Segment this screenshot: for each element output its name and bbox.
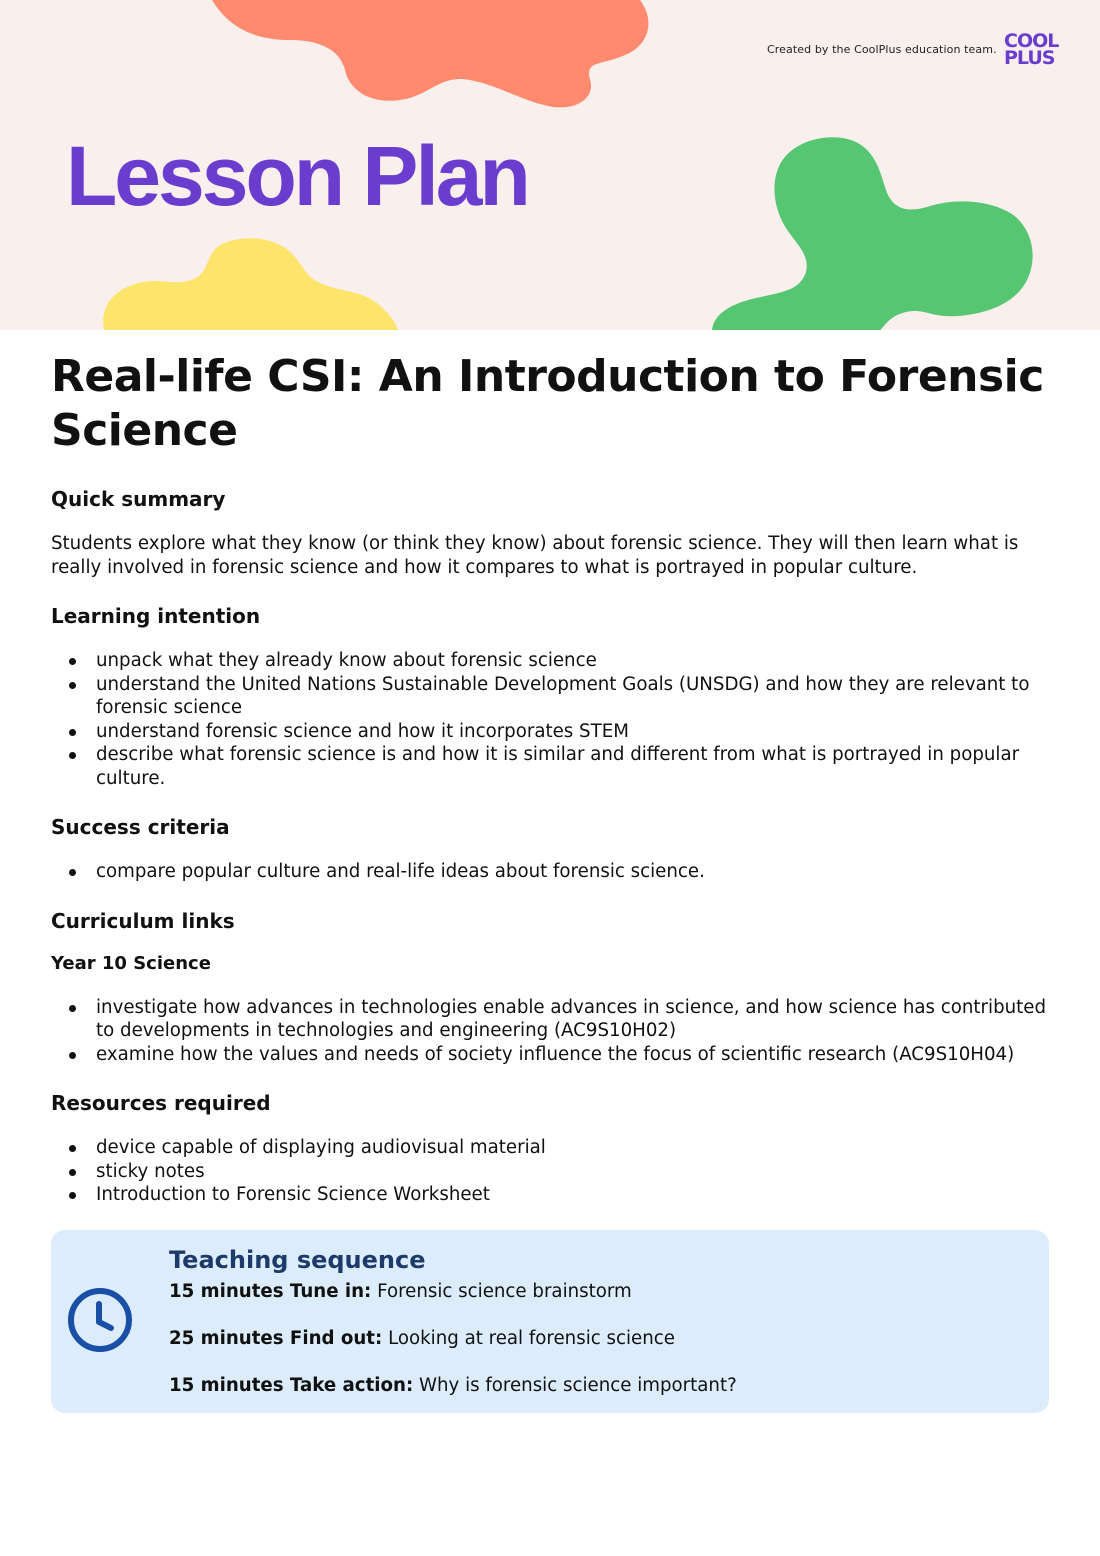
- step-text: Forensic science brainstorm: [377, 1281, 632, 1302]
- coral-blob: [212, 0, 648, 107]
- curriculum-links-heading: Curriculum links: [51, 908, 235, 933]
- list-item: Introduction to Forensic Science Worksheet: [51, 1183, 1051, 1207]
- learning-intention-heading: Learning intention: [51, 604, 261, 628]
- header-banner: [0, 0, 1100, 330]
- step-text: Looking at real forensic science: [388, 1328, 675, 1349]
- list-item: compare popular culture and real-life ideas about forensic science.: [51, 860, 1051, 884]
- list-item: sticky notes: [51, 1160, 1051, 1184]
- page-title: Real-life CSI: An Introduction to Forensic Science: [51, 351, 1044, 456]
- credit-text: Created by the CoolPlus education team.: [767, 43, 997, 56]
- list-item: understand forensic science and how it incorporates STEM: [51, 720, 1051, 744]
- lesson-content: [51, 350, 1051, 1207]
- curriculum-subheading: Year 10 Science: [51, 952, 211, 974]
- teaching-sequence-panel: [51, 1230, 1049, 1413]
- teaching-sequence-heading: Teaching sequence: [169, 1246, 426, 1274]
- logo-line-2: PLUS: [1004, 47, 1055, 69]
- list-item: unpack what they already know about forensic science: [51, 649, 1051, 673]
- quick-summary-text: Students explore what they know (or think they know) about forensic science. They will then learn what is really involved in forensic science and how it compares to what is portrayed in popular culture.: [51, 533, 1019, 578]
- sequence-step: [169, 1328, 675, 1349]
- quick-summary-heading: Quick summary: [51, 487, 226, 511]
- logo-line-1: COOL: [1004, 30, 1059, 52]
- resources-heading: Resources required: [51, 1091, 271, 1115]
- list-item: investigate how advances in technologies enable advances in science, and how science has contributed to developments in technologies and engineering (AC9S10H02): [51, 996, 1051, 1043]
- curriculum-links-list: [51, 996, 1051, 1067]
- list-item: describe what forensic science is and how it is similar and different from what is portrayed in popular culture.: [51, 743, 1051, 790]
- yellow-blob: [103, 238, 398, 330]
- list-item: device capable of displaying audiovisual material: [51, 1136, 1051, 1160]
- step-label: 25 minutes Find out:: [169, 1328, 383, 1349]
- coolplus-logo: [1004, 30, 1068, 69]
- success-criteria-heading: Success criteria: [51, 815, 230, 839]
- sequence-step: [169, 1281, 632, 1302]
- learning-intention-list: [51, 649, 1051, 790]
- list-item: examine how the values and needs of society influence the focus of scientific research (AC9S10H04): [51, 1043, 1051, 1067]
- step-text: Why is forensic science important?: [419, 1375, 737, 1396]
- green-blob: [712, 137, 1033, 330]
- step-label: 15 minutes Tune in:: [169, 1281, 372, 1302]
- step-label: 15 minutes Take action:: [169, 1375, 414, 1396]
- success-criteria-list: [51, 860, 1051, 884]
- resources-list: [51, 1136, 1051, 1207]
- banner-title: Lesson Plan: [66, 129, 528, 223]
- list-item: understand the United Nations Sustainable Development Goals (UNSDG) and how they are relevant to forensic science: [51, 673, 1051, 720]
- clock-icon: [66, 1286, 134, 1354]
- sequence-step: [169, 1375, 737, 1396]
